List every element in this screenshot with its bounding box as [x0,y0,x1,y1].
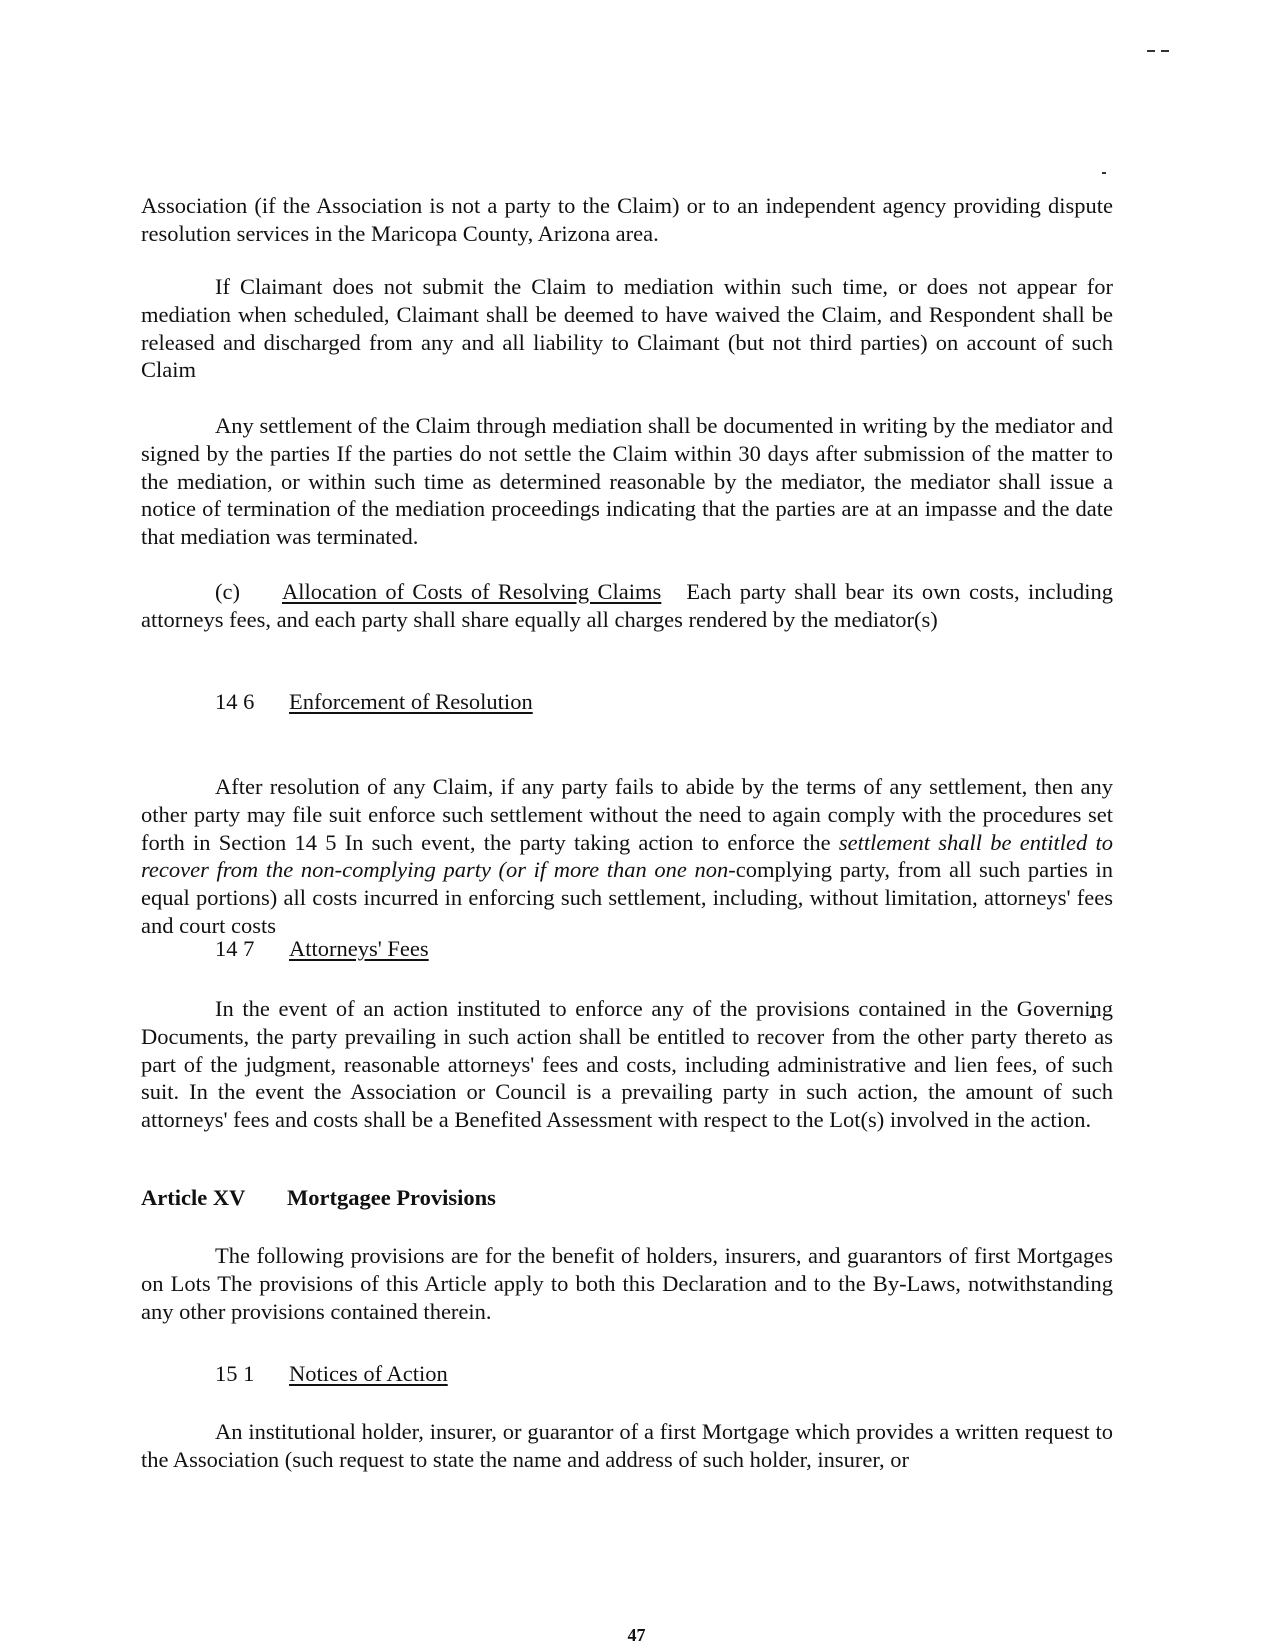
section-title: Enforcement of Resolution [289,689,533,714]
paragraph-mortgagee-provisions [141,1242,1113,1325]
page-number: 47 [627,1625,646,1645]
paragraph-text: An institutional holder, insurer, or guarantor of a first Mortgage which provides a written request to the Association (such request to state the name and address of such holder, insurer, or [141,1419,1113,1472]
paragraph-text: complying party, from all such parties in equal portions) all costs incurred in enforcing such settlement, including, without limitation, attorneys' fees and court costs [141,857,1113,938]
paragraph-mediation-settlement [141,412,1113,551]
article-number: Article XV [141,1185,246,1210]
section-number: 14 6 [215,689,255,714]
section-title: Notices of Action [289,1361,448,1386]
paragraph-text: Association (if the Association is not a party to the Claim) or to an independent agency providing dispute resolution services in the Maricopa County, Arizona area. [141,193,1113,246]
article-heading [141,1184,496,1212]
paragraph-text: Each party shall bear its own costs, including attorneys fees, and each party shall share equally all charges rendered by the mediator(s) [141,579,1114,632]
paragraph-association [141,192,1113,248]
paragraph-text-italic: settlement shall be entitled to recover from the non-complying party (or if more than one non- [141,829,1113,883]
section-heading-15-1 [215,1360,448,1388]
paragraph-text: After resolution of any Claim, if any party fails to abide by the terms of any settlement, then any other party may file suit enforce such settlement without the need to again comply with the procedures set forth in Section 14 5 In such event, the party taking action to enforce the [141,774,1113,855]
paragraph-text: Any settlement of the Claim through mediation shall be documented in writing by the mediator and signed by the parties If the parties do not settle the Claim within 30 days after submission of the matter to the mediation, or within such time as determined reasonable by the mediator, the mediator shall issue a notice of termination of the mediation proceedings indicating that the parties are at an impasse and the date that mediation was terminated. [141,413,1113,550]
subsection-heading: Allocation of Costs of Resolving Claims [281,579,662,604]
scan-speck [1102,172,1106,174]
paragraph-enforcement [141,773,1113,940]
section-number: 15 1 [215,1361,255,1386]
paragraph-text: The following provisions are for the benefit of holders, insurers, and guarantors of first Mortgages on Lots The provisions of this Article apply to both this Declaration and to the By-Laws, notwithstanding any other provisions contained therein. [141,1243,1113,1324]
article-title: Mortgagee Provisions [287,1185,496,1210]
paragraph-notices-of-action [141,1418,1113,1474]
paragraph-allocation-of-costs [141,578,1113,634]
section-heading-14-6 [215,688,533,716]
paragraph-text: In the event of an action instituted to enforce any of the provisions contained in the Governing Documents, the party prevailing in such action shall be entitled to recover from the other party thereto as part of the judgment, reasonable attorneys' fees and costs, including administrative and lien fees, of such suit. In the event the Association or Council is a prevailing party in such action, the amount of such attorneys' fees and costs shall be a Benefited Assessment with respect to the Lot(s) involved in the action. [141,996,1113,1133]
paragraph-claimant-waiver [141,273,1113,384]
section-heading-14-7 [215,935,429,963]
section-title: Attorneys' Fees [289,936,429,961]
section-number: 14 7 [215,936,255,961]
scan-speck [1161,50,1169,52]
paragraph-attorneys-fees [141,995,1113,1134]
subsection-label: (c) [215,579,240,604]
paragraph-text: If Claimant does not submit the Claim to mediation within such time, or does not appear for mediation when scheduled, Claimant shall be deemed to have waived the Claim, and Respondent shall be released and discharged from any and all liability to Claimant (but not third parties) on account of such Claim [141,274,1113,383]
scan-speck [1147,50,1155,52]
